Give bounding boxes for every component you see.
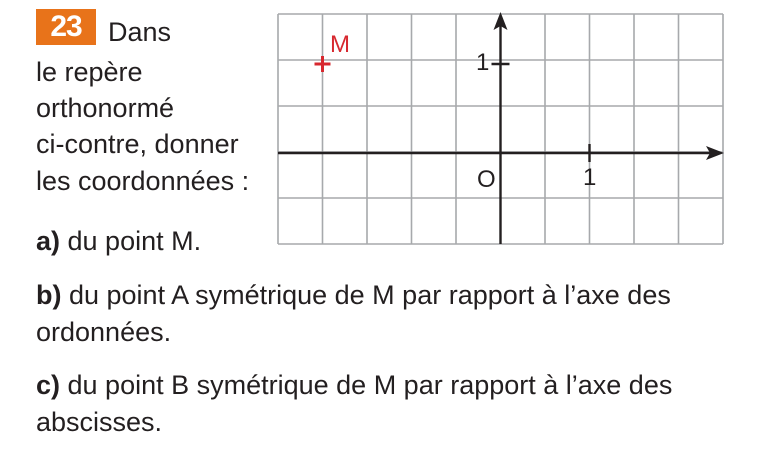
question-text: du point A symétrique de M par rapport à l’axe des ordonnées. <box>36 280 671 347</box>
intro-line: les coordonnées : <box>36 166 250 196</box>
x-tick-label: 1 <box>583 164 597 191</box>
question-label: a) <box>36 226 61 256</box>
intro-line: orthonormé <box>36 93 175 123</box>
question-label: c) <box>36 370 61 400</box>
exercise-number-badge: 23 <box>36 9 96 45</box>
intro-line: Dans <box>108 17 172 47</box>
intro-line: le repère <box>36 57 143 87</box>
question-text: du point B symétrique de M par rapport à l’axe des abscisses. <box>36 370 673 437</box>
point-m-label: M <box>330 31 350 58</box>
y-tick-label: 1 <box>476 49 490 76</box>
point-m-cross <box>315 56 331 72</box>
question-label: b) <box>36 280 62 310</box>
origin-label: O <box>477 166 496 193</box>
intro-line: ci-contre, donner <box>36 129 239 159</box>
question-text: du point M. <box>60 226 202 256</box>
